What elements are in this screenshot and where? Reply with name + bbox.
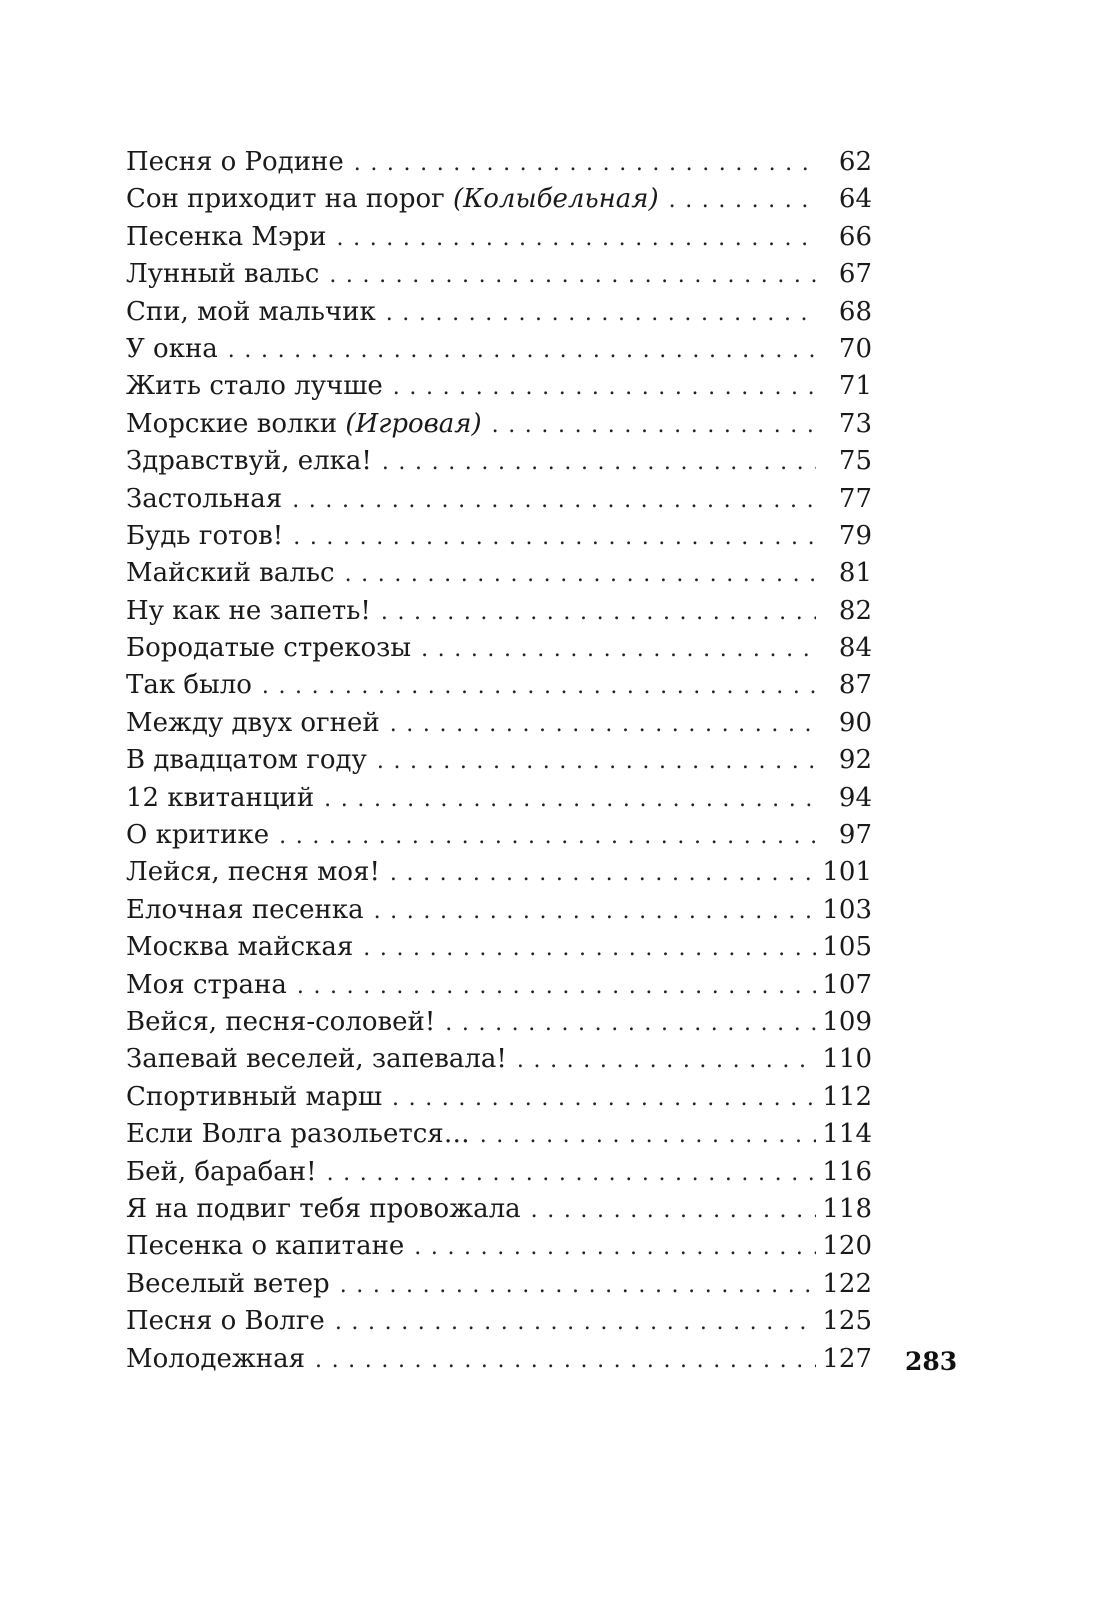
toc-entry-title-text: Песня о Волге [126,1306,325,1337]
toc-entry-title [126,181,669,218]
toc-entry-title-text: Морские волки [126,408,346,439]
toc-entry-title [126,331,228,368]
toc-entry-title-text: Между двух огней [126,707,380,738]
dot-leader [340,1267,816,1304]
toc-entry [126,331,872,368]
toc-entry-page: 67 [838,259,872,290]
toc-entry-page: 82 [838,595,872,626]
toc-entry-title-text: Сон приходит на порог [126,184,454,215]
toc-entry [126,705,872,742]
toc-entry-title-text: Молодежная [126,1343,305,1374]
toc-entry [126,967,872,1004]
dot-leader [297,968,816,1005]
toc-entry-title-text: Запевай веселей, запевала! [126,1044,507,1075]
toc-entry-page: 114 [822,1119,872,1150]
toc-entry [126,742,872,779]
toc-entry-title-text: Лейся, песня моя! [126,857,380,888]
toc-entry-title-text: У окна [126,333,218,364]
dot-leader [354,145,816,182]
toc-entry [126,1266,872,1303]
toc-entry [126,929,872,966]
dot-leader [421,631,816,668]
toc-entry-page: 87 [838,670,872,701]
toc-entry-title-text: Я на подвиг тебя провожала [126,1193,521,1224]
toc-entry [126,181,872,218]
toc-entry-title-text: Веселый ветер [126,1268,330,1299]
toc-entry-page: 90 [838,707,872,738]
toc-entry-title-text: Ну как не запеть! [126,595,371,626]
toc-entry-page: 105 [822,932,872,963]
toc-entry-title [126,630,421,667]
toc-entry [126,1191,872,1228]
toc-entry-title-text: О критике [126,820,270,851]
toc-entry [126,144,872,181]
dot-leader [327,1155,816,1192]
toc-entry [126,1154,872,1191]
dot-leader [262,668,816,705]
dot-leader [279,818,816,855]
toc-entry-title-text: Москва майская [126,932,354,963]
dot-leader [390,855,816,892]
page-number: 283 [905,1347,958,1376]
toc-entry [126,593,872,630]
dot-leader [345,556,816,593]
toc-entry-title-text: Лунный вальс [126,259,320,290]
toc-entry-title-text: Елочная песенка [126,894,364,925]
toc-entry-page: 120 [822,1231,872,1262]
toc-entry-title-text: Если Волга разольется… [126,1119,470,1150]
dot-leader [324,781,816,818]
dot-leader [377,743,816,780]
toc-entry-title [126,1341,315,1378]
toc-entry-title [126,1079,392,1116]
toc-entry-title-text: Спортивный марш [126,1081,383,1112]
toc-entry-title [126,1228,414,1265]
toc-entry-page: 97 [838,820,872,851]
dot-leader [669,182,816,219]
dot-leader [293,519,816,556]
dot-leader [329,257,816,294]
dot-leader [228,332,816,369]
toc-entry-page: 118 [822,1193,872,1224]
toc-entry-title [126,1041,517,1078]
toc-entry-page: 77 [838,483,872,514]
dot-leader [390,706,816,743]
dot-leader [392,1080,816,1117]
toc-entry [126,555,872,592]
toc-entry-title [126,929,363,966]
toc-entry-title-text: Бей, барабан! [126,1156,317,1187]
toc-entry [126,780,872,817]
dot-leader [414,1229,816,1266]
toc-entry-title [126,256,329,293]
toc-entry [126,294,872,331]
toc-entry-title-text: Майский вальс [126,558,335,589]
toc-entry-title-text: Песня о Родине [126,147,344,177]
toc-entry-title [126,1191,531,1228]
dot-leader [381,594,816,631]
toc-entry-page: 73 [838,408,872,439]
toc-entry [126,518,872,555]
toc-entry-page: 66 [838,221,872,252]
toc-entry [126,256,872,293]
toc-entry-page: 103 [822,894,872,925]
toc-entry-title-text: Будь готов! [126,520,284,551]
toc-entry-page: 125 [822,1306,872,1337]
toc-entry [126,1116,872,1153]
toc-entry-page: 68 [838,296,872,327]
toc-entry-title-text: Бородатые стрекозы [126,633,412,664]
toc-entry [126,219,872,256]
toc-entry-title [126,892,374,929]
toc-entry-title-text: Так было [126,670,252,701]
toc-entry [126,1004,872,1041]
toc-entry-page: 71 [838,371,872,402]
toc-entry [126,1228,872,1265]
toc-entry [126,1079,872,1116]
toc-entry-subtitle: (Игровая) [345,408,482,439]
toc-entry-title [126,443,382,480]
toc-entry-page: 75 [838,446,872,477]
dot-leader [517,1042,816,1079]
toc-entry-title [126,1266,340,1303]
toc-entry-title [126,219,337,256]
toc-entry [126,667,872,704]
dot-leader [492,407,816,444]
dot-leader [335,1304,816,1341]
toc-entry-title [126,368,393,405]
toc-entry-page: 84 [838,633,872,664]
toc-entry-title [126,593,381,630]
table-of-contents [126,144,872,1378]
toc-entry-page: 107 [822,969,872,1000]
toc-entry-title-text: Застольная [126,483,283,514]
toc-entry-title-text: В двадцатом году [126,745,367,776]
dot-leader [480,1117,816,1154]
toc-entry-page: 127 [822,1343,872,1374]
toc-entry-title [126,144,354,181]
toc-entry-page: 112 [822,1081,872,1112]
dot-leader [315,1342,816,1379]
dot-leader [292,482,816,519]
toc-entry [126,1041,872,1078]
toc-entry-page: 116 [822,1156,872,1187]
toc-entry-page: 81 [838,558,872,589]
toc-entry-title [126,780,324,817]
toc-entry-page: 79 [838,520,872,551]
toc-entry-title-text: Песенка о капитане [126,1231,405,1262]
dot-leader [382,444,816,481]
toc-entry-page: 109 [822,1006,872,1037]
toc-entry-page: 122 [822,1268,872,1299]
toc-entry-title-text: Спи, мой мальчик [126,296,376,327]
toc-entry [126,854,872,891]
toc-entry-title-text: 12 квитанций [126,782,315,813]
toc-entry-title [126,854,390,891]
toc-entry-title [126,1004,445,1041]
toc-entry-title [126,1154,327,1191]
toc-entry [126,892,872,929]
toc-entry-title [126,817,279,854]
toc-entry-page: 64 [838,184,872,215]
toc-entry [126,443,872,480]
toc-entry-title-text: Жить стало лучше [126,371,383,402]
toc-entry-page: 110 [822,1044,872,1075]
toc-entry-title [126,742,377,779]
toc-entry [126,630,872,667]
toc-entry [126,406,872,443]
toc-entry [126,1303,872,1340]
toc-entry-page: 94 [838,782,872,813]
toc-entry-title [126,667,262,704]
toc-entry [126,817,872,854]
toc-entry-title [126,481,292,518]
toc-entry-title-text: Здравствуй, елка! [126,446,372,477]
toc-entry-title [126,406,492,443]
dot-leader [531,1192,816,1229]
toc-entry-title [126,1116,480,1153]
dot-leader [363,930,816,967]
toc-entry-title [126,967,297,1004]
toc-entry [126,481,872,518]
toc-entry-title-text: Вейся, песня-соловей! [126,1006,436,1037]
toc-entry-title [126,518,293,555]
dot-leader [445,1005,816,1042]
toc-entry-title [126,294,386,331]
toc-entry [126,1341,872,1378]
toc-entry-title [126,705,390,742]
toc-entry-title [126,555,345,592]
dot-leader [374,893,816,930]
dot-leader [337,220,816,257]
toc-entry-page: 62 [838,147,872,177]
toc-entry-title [126,1303,335,1340]
toc-entry [126,368,872,405]
toc-entry-title-text: Моя страна [126,969,287,1000]
dot-leader [393,369,816,406]
toc-entry-title-text: Песенка Мэри [126,221,327,252]
toc-entry-page: 92 [838,745,872,776]
toc-entry-subtitle: (Колыбельная) [453,184,659,215]
dot-leader [386,295,816,332]
toc-entry-page: 70 [838,333,872,364]
toc-entry-page: 101 [822,857,872,888]
